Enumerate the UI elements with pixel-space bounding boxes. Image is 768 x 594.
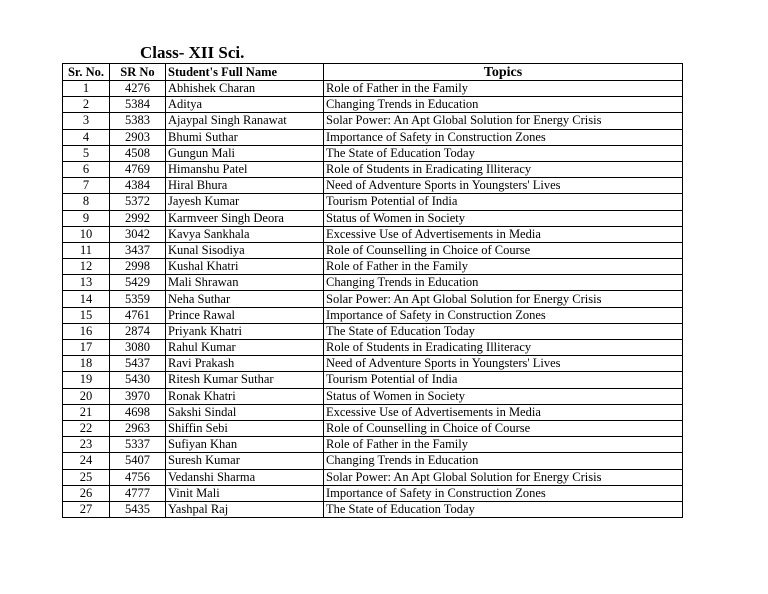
cell-sr-no: 4761 bbox=[110, 307, 166, 323]
table-row bbox=[63, 404, 683, 420]
cell-serial-number: 12 bbox=[63, 259, 110, 275]
cell-serial-number: 26 bbox=[63, 485, 110, 501]
cell-sr-no: 5337 bbox=[110, 437, 166, 453]
table-row bbox=[63, 323, 683, 339]
student-topics-table bbox=[62, 63, 683, 518]
table-row bbox=[63, 259, 683, 275]
cell-topic: Importance of Safety in Construction Zones bbox=[324, 307, 683, 323]
cell-topic: The State of Education Today bbox=[324, 323, 683, 339]
table-row bbox=[63, 226, 683, 242]
cell-sr-no: 2992 bbox=[110, 210, 166, 226]
cell-serial-number: 25 bbox=[63, 469, 110, 485]
cell-serial-number: 24 bbox=[63, 453, 110, 469]
table-row bbox=[63, 453, 683, 469]
cell-student-name: Gungun Mali bbox=[166, 145, 324, 161]
cell-student-name: Shiffin Sebi bbox=[166, 420, 324, 436]
table-row bbox=[63, 178, 683, 194]
cell-serial-number: 16 bbox=[63, 323, 110, 339]
cell-student-name: Ronak Khatri bbox=[166, 388, 324, 404]
table-row bbox=[63, 113, 683, 129]
cell-sr-no: 3437 bbox=[110, 242, 166, 258]
cell-serial-number: 2 bbox=[63, 97, 110, 113]
cell-serial-number: 7 bbox=[63, 178, 110, 194]
cell-sr-no: 4276 bbox=[110, 81, 166, 97]
table-header-row bbox=[63, 64, 683, 81]
cell-sr-no: 4508 bbox=[110, 145, 166, 161]
cell-topic: Need of Adventure Sports in Youngsters' Lives bbox=[324, 178, 683, 194]
cell-serial-number: 19 bbox=[63, 372, 110, 388]
cell-student-name: Priyank Khatri bbox=[166, 323, 324, 339]
cell-sr-no: 5437 bbox=[110, 356, 166, 372]
cell-serial-number: 10 bbox=[63, 226, 110, 242]
table-row bbox=[63, 145, 683, 161]
cell-serial-number: 8 bbox=[63, 194, 110, 210]
cell-student-name: Sufiyan Khan bbox=[166, 437, 324, 453]
cell-sr-no: 4756 bbox=[110, 469, 166, 485]
cell-topic: Role of Counselling in Choice of Course bbox=[324, 420, 683, 436]
cell-student-name: Ritesh Kumar Suthar bbox=[166, 372, 324, 388]
table-row bbox=[63, 469, 683, 485]
table-row bbox=[63, 356, 683, 372]
cell-sr-no: 5429 bbox=[110, 275, 166, 291]
cell-topic: Tourism Potential of India bbox=[324, 194, 683, 210]
cell-topic: Solar Power: An Apt Global Solution for Energy Crisis bbox=[324, 291, 683, 307]
table-row bbox=[63, 81, 683, 97]
cell-student-name: Neha Suthar bbox=[166, 291, 324, 307]
cell-student-name: Vinit Mali bbox=[166, 485, 324, 501]
cell-student-name: Kunal Sisodiya bbox=[166, 242, 324, 258]
cell-serial-number: 18 bbox=[63, 356, 110, 372]
table-row bbox=[63, 129, 683, 145]
cell-topic: Role of Father in the Family bbox=[324, 259, 683, 275]
cell-serial-number: 1 bbox=[63, 81, 110, 97]
cell-sr-no: 5372 bbox=[110, 194, 166, 210]
table-row bbox=[63, 340, 683, 356]
page-title: Class- XII Sci. bbox=[140, 43, 245, 62]
cell-topic: Role of Students in Eradicating Illiteracy bbox=[324, 161, 683, 177]
cell-topic: Status of Women in Society bbox=[324, 388, 683, 404]
cell-sr-no: 3970 bbox=[110, 388, 166, 404]
cell-serial-number: 6 bbox=[63, 161, 110, 177]
cell-topic: Excessive Use of Advertisements in Media bbox=[324, 226, 683, 242]
cell-serial-number: 9 bbox=[63, 210, 110, 226]
cell-topic: Solar Power: An Apt Global Solution for Energy Crisis bbox=[324, 469, 683, 485]
cell-serial-number: 11 bbox=[63, 242, 110, 258]
table-row bbox=[63, 388, 683, 404]
cell-serial-number: 21 bbox=[63, 404, 110, 420]
header-topics: Topics bbox=[324, 64, 683, 81]
table-row bbox=[63, 501, 683, 517]
cell-sr-no: 5359 bbox=[110, 291, 166, 307]
cell-topic: Status of Women in Society bbox=[324, 210, 683, 226]
cell-serial-number: 27 bbox=[63, 501, 110, 517]
cell-sr-no: 4769 bbox=[110, 161, 166, 177]
cell-student-name: Vedanshi Sharma bbox=[166, 469, 324, 485]
cell-student-name: Kavya Sankhala bbox=[166, 226, 324, 242]
table-row bbox=[63, 437, 683, 453]
cell-sr-no: 4698 bbox=[110, 404, 166, 420]
cell-sr-no: 3042 bbox=[110, 226, 166, 242]
cell-student-name: Ajaypal Singh Ranawat bbox=[166, 113, 324, 129]
cell-serial-number: 3 bbox=[63, 113, 110, 129]
cell-sr-no: 5430 bbox=[110, 372, 166, 388]
header-sr-no: SR No bbox=[110, 64, 166, 81]
cell-serial-number: 15 bbox=[63, 307, 110, 323]
table-row bbox=[63, 485, 683, 501]
cell-sr-no: 3080 bbox=[110, 340, 166, 356]
table-row bbox=[63, 210, 683, 226]
cell-serial-number: 14 bbox=[63, 291, 110, 307]
cell-sr-no: 2874 bbox=[110, 323, 166, 339]
table-row bbox=[63, 161, 683, 177]
cell-sr-no: 5407 bbox=[110, 453, 166, 469]
cell-serial-number: 22 bbox=[63, 420, 110, 436]
table-row bbox=[63, 372, 683, 388]
cell-sr-no: 4777 bbox=[110, 485, 166, 501]
cell-topic: Role of Father in the Family bbox=[324, 437, 683, 453]
cell-topic: Tourism Potential of India bbox=[324, 372, 683, 388]
table-row bbox=[63, 420, 683, 436]
cell-serial-number: 4 bbox=[63, 129, 110, 145]
cell-topic: Importance of Safety in Construction Zones bbox=[324, 129, 683, 145]
table-body bbox=[63, 81, 683, 518]
cell-serial-number: 13 bbox=[63, 275, 110, 291]
cell-sr-no: 5383 bbox=[110, 113, 166, 129]
cell-student-name: Karmveer Singh Deora bbox=[166, 210, 324, 226]
header-student-name: Student's Full Name bbox=[166, 64, 324, 81]
cell-student-name: Suresh Kumar bbox=[166, 453, 324, 469]
cell-student-name: Aditya bbox=[166, 97, 324, 113]
cell-topic: The State of Education Today bbox=[324, 145, 683, 161]
table-row bbox=[63, 307, 683, 323]
cell-sr-no: 5435 bbox=[110, 501, 166, 517]
cell-student-name: Mali Shrawan bbox=[166, 275, 324, 291]
table-row bbox=[63, 291, 683, 307]
cell-topic: Need of Adventure Sports in Youngsters' Lives bbox=[324, 356, 683, 372]
cell-sr-no: 5384 bbox=[110, 97, 166, 113]
cell-sr-no: 2963 bbox=[110, 420, 166, 436]
table-row bbox=[63, 275, 683, 291]
cell-topic: Excessive Use of Advertisements in Media bbox=[324, 404, 683, 420]
cell-topic: Importance of Safety in Construction Zones bbox=[324, 485, 683, 501]
cell-student-name: Himanshu Patel bbox=[166, 161, 324, 177]
cell-serial-number: 23 bbox=[63, 437, 110, 453]
table-row bbox=[63, 242, 683, 258]
table-row bbox=[63, 194, 683, 210]
cell-topic: The State of Education Today bbox=[324, 501, 683, 517]
cell-serial-number: 17 bbox=[63, 340, 110, 356]
cell-topic: Role of Father in the Family bbox=[324, 81, 683, 97]
cell-student-name: Abhishek Charan bbox=[166, 81, 324, 97]
cell-student-name: Hiral Bhura bbox=[166, 178, 324, 194]
cell-student-name: Yashpal Raj bbox=[166, 501, 324, 517]
cell-student-name: Ravi Prakash bbox=[166, 356, 324, 372]
cell-topic: Changing Trends in Education bbox=[324, 453, 683, 469]
cell-sr-no: 4384 bbox=[110, 178, 166, 194]
cell-student-name: Rahul Kumar bbox=[166, 340, 324, 356]
cell-topic: Solar Power: An Apt Global Solution for Energy Crisis bbox=[324, 113, 683, 129]
cell-student-name: Sakshi Sindal bbox=[166, 404, 324, 420]
cell-student-name: Bhumi Suthar bbox=[166, 129, 324, 145]
cell-student-name: Jayesh Kumar bbox=[166, 194, 324, 210]
cell-sr-no: 2903 bbox=[110, 129, 166, 145]
cell-topic: Role of Students in Eradicating Illiteracy bbox=[324, 340, 683, 356]
table-row bbox=[63, 97, 683, 113]
cell-student-name: Prince Rawal bbox=[166, 307, 324, 323]
cell-student-name: Kushal Khatri bbox=[166, 259, 324, 275]
cell-topic: Changing Trends in Education bbox=[324, 97, 683, 113]
cell-serial-number: 20 bbox=[63, 388, 110, 404]
cell-sr-no: 2998 bbox=[110, 259, 166, 275]
cell-serial-number: 5 bbox=[63, 145, 110, 161]
cell-topic: Role of Counselling in Choice of Course bbox=[324, 242, 683, 258]
cell-topic: Changing Trends in Education bbox=[324, 275, 683, 291]
header-serial-number: Sr. No. bbox=[63, 64, 110, 81]
